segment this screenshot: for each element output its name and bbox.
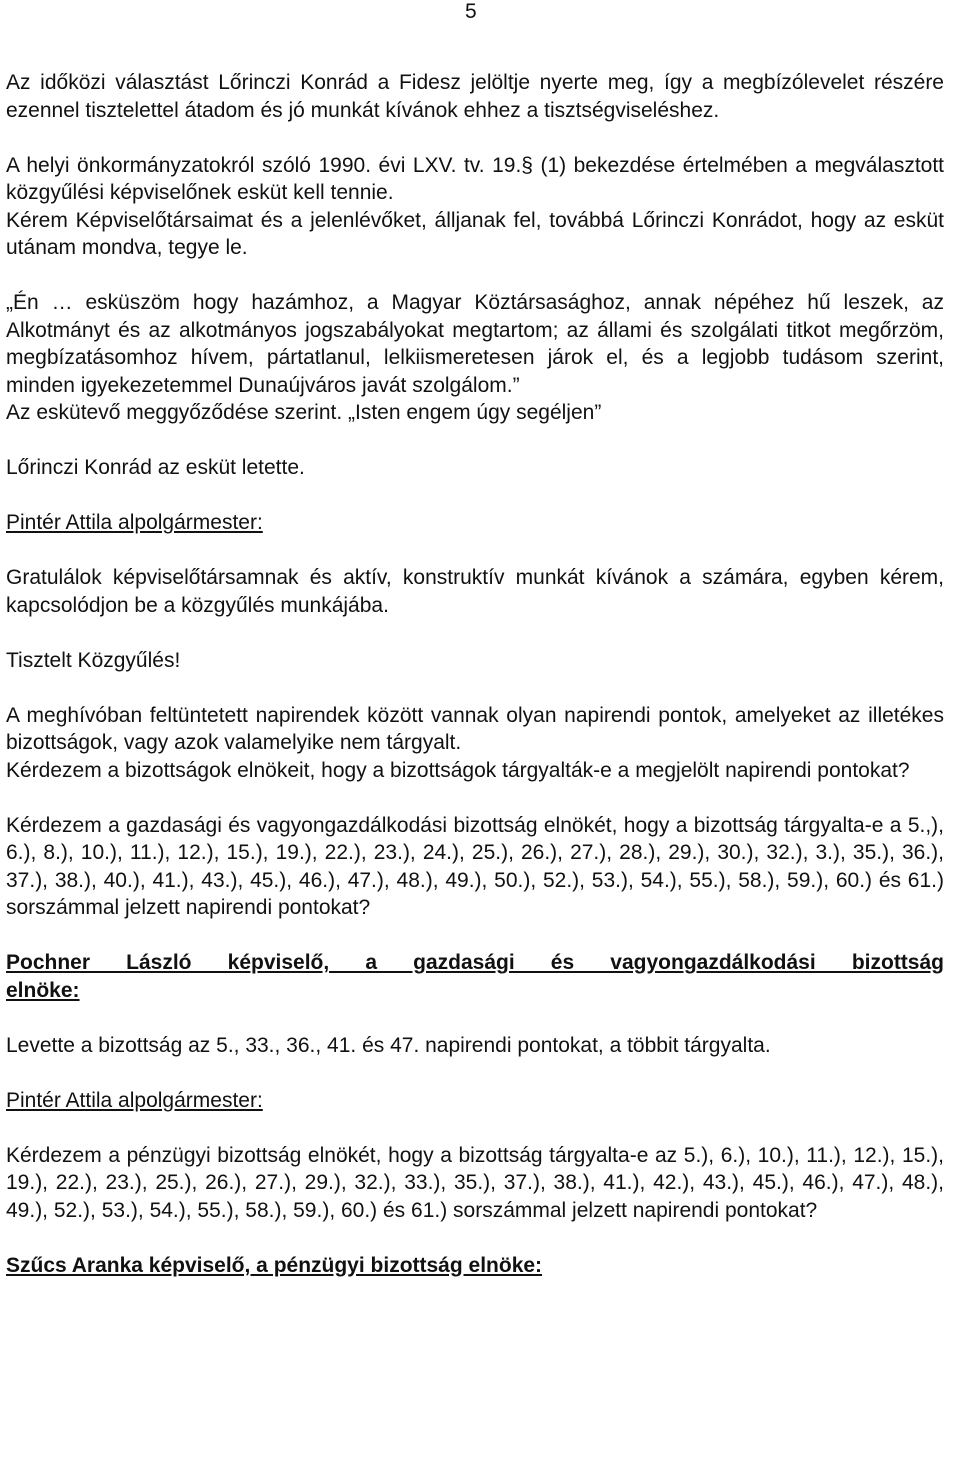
paragraph-oath-addition: Az eskütevő meggyőződése szerint. „Isten engem úgy segéljen”	[6, 401, 602, 424]
paragraph-oath-taken: Lőrinczi Konrád az esküt letette.	[6, 456, 305, 479]
speaker-heading-economic-chair-continued: elnöke:	[6, 978, 80, 1002]
paragraph-mandate: Az időközi választást Lőrinczi Konrád a Fidesz jelöltje nyerte meg, így a megbízólevelet részére ezennel tisztelettel átadom és jó munkát kívánok ehhez a tisztségviseléshez.	[6, 71, 944, 122]
page-number: 5	[465, 0, 477, 23]
speaker-heading-economic-chair: Pochner László képviselő, a gazdasági és vagyongazdálkodási bizottság	[6, 951, 944, 974]
paragraph-address: Tisztelt Közgyűlés!	[6, 648, 181, 672]
document-body	[6, 69, 944, 1279]
paragraph-question-finance-committee: Kérdezem a pénzügyi bizottság elnökét, hogy a bizottság tárgyalta-e az 5.), 6.), 10.), 11.), 12.), 15.), 19.), 22.), 23.), 25.), 26.), 27.), 29.), 32.), 33.), 35.), 37.), 38.), 41.), 42.), 43.), 45.), 46.), 47.), 48.), 49.), 52.), 53.), 54.), 55.), 58.), 59.), 60.) és 61.) sorszámmal jelzett napirendi pontokat?	[6, 1143, 944, 1222]
paragraph-oath: „Én … esküszöm hogy hazámhoz, a Magyar Köztársasághoz, annak népéhez hű leszek, az Alkotmányt és az alkotmányos jogszabályokat megtartom; az állami és szolgálati titkot megőrzöm, megbízatásomhoz hívem, pártatlanul, lelkiismeretesen járok el, és a legjobb tudásom szerint, minden igyekezetemmel Dunaújváros javát szolgálom.”	[6, 291, 944, 397]
paragraph-question-economic-committee: Kérdezem a gazdasági és vagyongazdálkodási bizottság elnökét, hogy a bizottság tárgyalta-e a 5.,), 6.), 8.), 10.), 11.), 12.), 15.), 19.), 22.), 23.), 24.), 25.), 26.), 27.), 28.), 29.), 30.), 32.), 3.), 35.), 36.), 37.), 38.), 40.), 41.), 43.), 45.), 46.), 47.), 48.), 49.), 50.), 52.), 53.), 54.), 55.), 58.), 59.), 60.) és 61.) sorszámmal jelzett napirendi pontokat?	[6, 813, 944, 919]
speaker-heading: Pintér Attila alpolgármester:	[6, 511, 263, 534]
speaker-heading-2: Pintér Attila alpolgármester:	[6, 1088, 263, 1112]
speaker-heading-finance-chair: Szűcs Aranka képviselő, a pénzügyi bizottság elnöke:	[6, 1253, 543, 1277]
paragraph-question-chairs: Kérdezem a bizottságok elnökeit, hogy a bizottságok tárgyalták-e a megjelölt napirendi pontokat?	[6, 758, 910, 782]
paragraph-request: Kérem Képviselőtársaimat és a jelenlévőket, álljanak fel, továbbá Lőrinczi Konrádot, hogy az esküt utánam mondva, tegye le.	[6, 208, 944, 259]
paragraph-law-reference: A helyi önkormányzatokról szóló 1990. évi LXV. tv. 19.§ (1) bekezdése értelmében a megválasztott közgyűlési képviselőnek esküt kell tennie.	[6, 153, 944, 204]
paragraph-agenda-note: A meghívóban feltüntetett napirendek között vannak olyan napirendi pontok, amelyeket az illetékes bizottságok, vagy azok valamelyike nem tárgyalt.	[6, 703, 944, 754]
paragraph-congratulation: Gratulálok képviselőtársamnak és aktív, konstruktív munkát kívánok a számára, egyben kérem, kapcsolódjon be a közgyűlés munkájába.	[6, 566, 944, 617]
paragraph-economic-answer: Levette a bizottság az 5., 33., 36., 41. és 47. napirendi pontokat, a többit tárgyalta.	[6, 1033, 771, 1057]
